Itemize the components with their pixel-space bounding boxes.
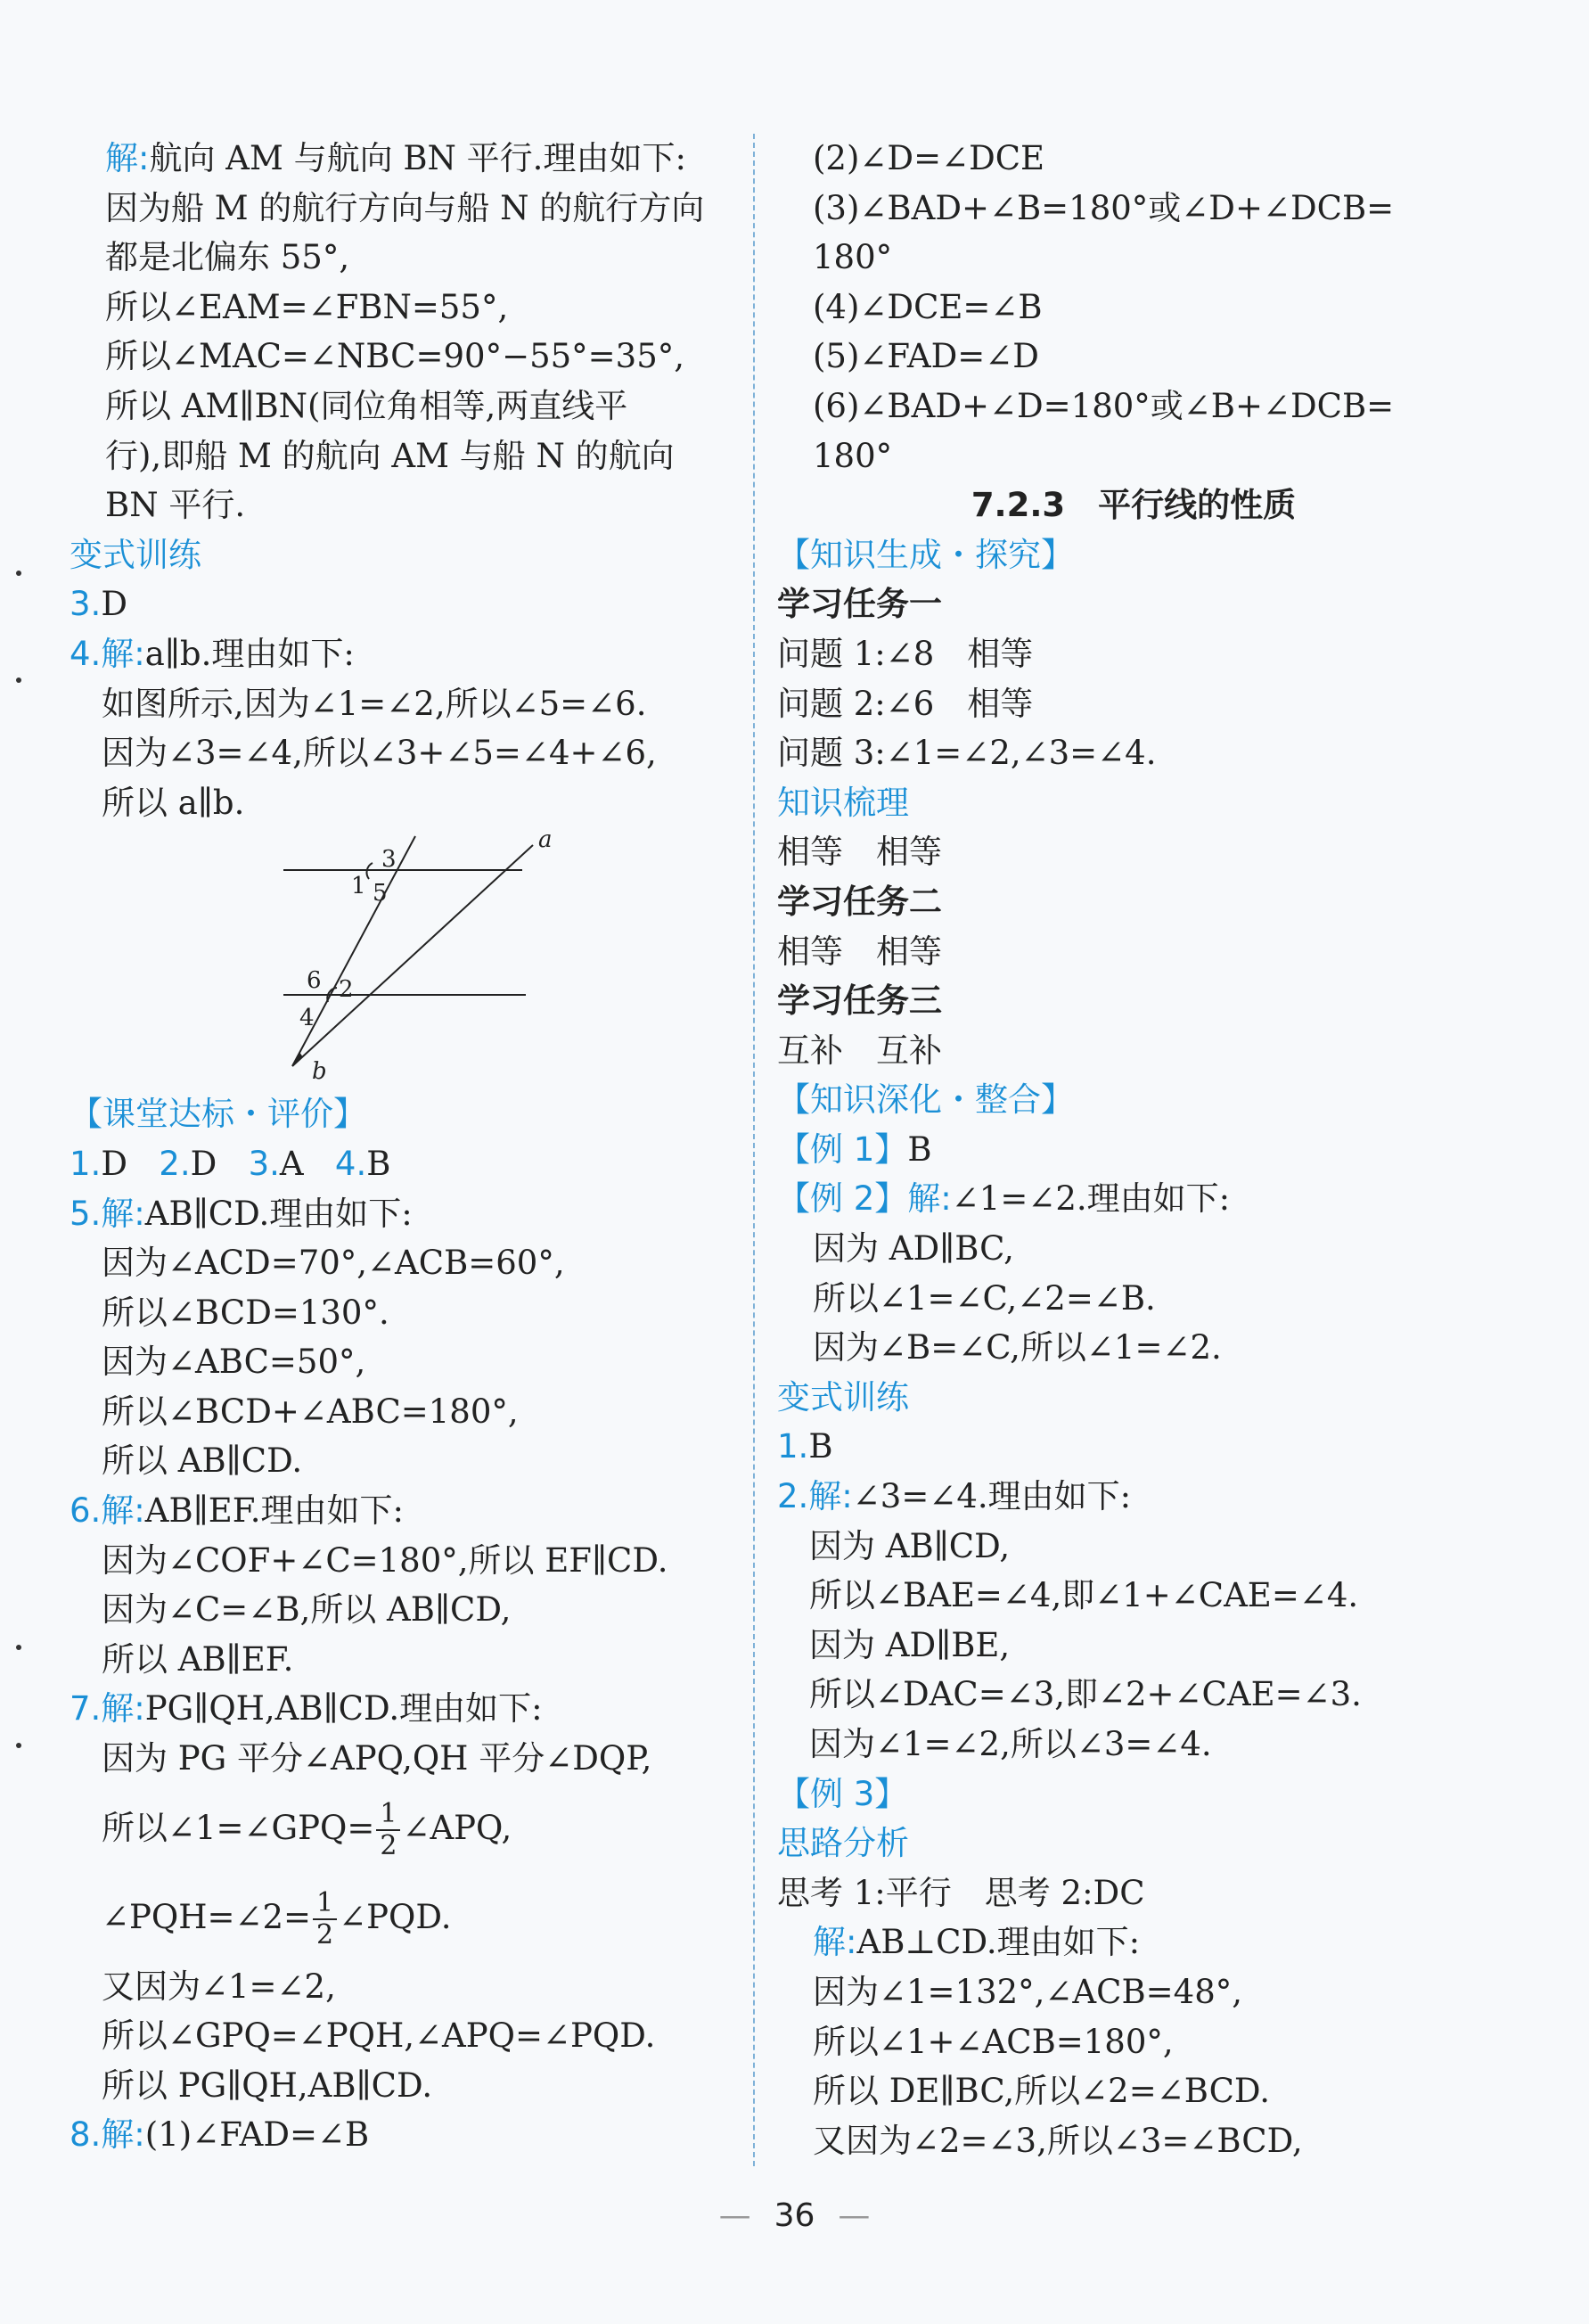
angle-label-6: 6 [307,967,322,995]
answer-line: (3)∠BAD+∠B=180°或∠D+∠DCB= [813,188,1395,227]
answer-line: 如图所示,因为∠1=∠2,所以∠5=∠6. [102,684,647,723]
left-column [70,134,729,2160]
section-heading: 知识梳理 [777,783,909,822]
margin-dot [16,571,21,576]
fraction: $\frac{1}{2}$ [376,1799,400,1861]
answer-line: 因为∠ABC=50°, [102,1343,366,1382]
answer-line: 180° [813,238,893,277]
answer-line: 7.解:PG∥QH,AB∥CD.理由如下: [70,1689,543,1729]
answer-line: BN 平行. [105,486,246,525]
answer-line: 所以∠MAC=∠NBC=90°−55°=35°, [105,337,684,376]
answer-line: 因为∠COF+∠C=180°,所以 EF∥CD. [102,1540,668,1580]
answer-line: 【例 2】解:∠1=∠2.理由如下: [777,1179,1231,1219]
angle-label-5: 5 [373,880,388,907]
dash-left: — [718,2197,751,2234]
answer-line: 所以 PG∥QH,AB∥CD. [102,2065,433,2105]
answer-line: 解:AB⊥CD.理由如下: [813,1923,1141,1962]
section-heading: 【课堂达标・评价】 [70,1095,366,1134]
answer-line: 所以 AB∥CD. [102,1441,303,1481]
fraction: $\frac{1}{2}$ [313,1888,337,1950]
section-heading: 思路分析 [777,1824,909,1863]
task-heading: 学习任务三 [777,981,942,1021]
answer-line: 180° [813,436,893,475]
section-heading: 变式训练 [70,535,201,574]
angle-label-4: 4 [299,1005,315,1032]
answer-line: 因为 AB∥CD, [809,1526,1011,1565]
right-column [777,134,1490,2165]
answer-line: 6.解:AB∥EF.理由如下: [70,1491,404,1531]
answer-line: 所以∠BAE=∠4,即∠1+∠CAE=∠4. [809,1576,1359,1615]
answer-line: 因为 AD∥BC, [813,1229,1014,1269]
dash-right: — [838,2197,871,2234]
section-title: 7.2.3 平行线的性质 [971,486,1297,525]
section-heading: 变式训练 [777,1377,909,1417]
answer-line: 问题 1:∠8 相等 [777,634,1034,673]
answer-line: 所以∠BCD=130°. [102,1293,389,1332]
answer-line: 3.D [70,585,127,624]
answer-line: 因为 AD∥BE, [809,1625,1011,1664]
answer-line: 因为∠1=132°,∠ACB=48°, [813,1972,1242,2011]
task-heading: 学习任务一 [777,585,942,624]
answer-line: 1.B [777,1427,833,1466]
section-heading: 【知识深化・整合】 [777,1080,1074,1120]
answer-line: 所以∠DAC=∠3,即∠2+∠CAE=∠3. [809,1675,1362,1714]
example-label: 【例 3】 [777,1774,908,1813]
answer-line: 1.D 2.D 3.A 4.B [70,1144,391,1183]
transversal-line [292,845,533,1066]
margin-dot [16,1743,21,1748]
answer-line: 所以∠BCD+∠ABC=180°, [102,1392,519,1431]
answer-line: 所以∠1+∠ACB=180°, [813,2022,1174,2061]
answer-line: 互补 互补 [777,1031,942,1070]
answer-line: 5.解:AB∥CD.理由如下: [70,1194,413,1233]
margin-dot [16,1645,21,1650]
parallel-lines-figure [70,827,729,1086]
answer-line: 又因为∠2=∠3,所以∠3=∠BCD, [813,2121,1303,2160]
answer-line: (6)∠BAD+∠D=180°或∠B+∠DCB= [813,386,1395,425]
angle-label-2: 2 [339,976,354,1004]
answer-line: 8.解:(1)∠FAD=∠B [70,2115,370,2155]
answer-line: 所以∠GPQ=∠PQH,∠APQ=∠PQD. [102,2016,656,2056]
answer-line: 所以 AB∥EF. [102,1639,294,1679]
margin-dot [16,677,21,683]
answer-line: 问题 3:∠1=∠2,∠3=∠4. [777,734,1157,773]
answer-line: (4)∠DCE=∠B [813,287,1043,326]
answer-line: 因为∠3=∠4,所以∠3+∠5=∠4+∠6, [102,734,657,773]
answer-line: 因为∠C=∠B,所以 AB∥CD, [102,1590,512,1630]
answer-line: 所以 AM∥BN(同位角相等,两直线平 [105,386,628,425]
label-a: a [538,827,553,854]
answer-line: 4.解:a∥b.理由如下: [70,634,355,673]
column-divider [753,134,755,2166]
fraction-line: 所以∠1=∠GPQ= $\frac{1}{2}$ ∠APQ, [102,1798,512,1862]
answer-line: 所以 DE∥BC,所以∠2=∠BCD. [813,2072,1270,2111]
page-number: — 36 — [718,2197,871,2234]
answer-line: 因为∠1=∠2,所以∠3=∠4. [809,1725,1212,1763]
answer-line: 因为 PG 平分∠APQ,QH 平分∠DQP, [102,1739,652,1778]
answer-line: 相等 相等 [777,833,942,872]
fraction-line: ∠PQH=∠2= $\frac{1}{2}$ ∠PQD. [102,1887,452,1951]
answer-line: 【例 1】B [777,1129,932,1169]
answer-line: 因为∠ACD=70°,∠ACB=60°, [102,1244,565,1283]
label-b: b [312,1058,327,1086]
arrow-tip [292,1052,303,1066]
answer-line: 行),即船 M 的航向 AM 与船 N 的航向 [105,436,675,475]
answer-line: 所以∠EAM=∠FBN=55°, [105,287,509,326]
answer-line: (2)∠D=∠DCE [813,139,1045,177]
answer-line: 都是北偏东 55°, [105,238,350,277]
answer-line: 2.解:∠3=∠4.理由如下: [777,1477,1132,1516]
answer-line: (5)∠FAD=∠D [813,337,1039,376]
task-heading: 学习任务二 [777,882,942,921]
angle-label-1: 1 [351,873,366,900]
angle-label-3: 3 [381,846,397,874]
answer-line: 因为船 M 的航行方向与船 N 的航行方向 [105,188,705,227]
answer-line: 因为∠B=∠C,所以∠1=∠2. [813,1328,1222,1367]
answer-line: 又因为∠1=∠2, [102,1967,336,2006]
answer-line: 思考 1:平行 思考 2:DC [777,1873,1145,1912]
answer-line: 所以 a∥b. [102,783,245,822]
answer-line: 相等 相等 [777,932,942,971]
answer-line: 所以∠1=∠C,∠2=∠B. [813,1278,1156,1318]
answer-line: 解:航向 AM 与航向 BN 平行.理由如下: [105,139,686,177]
section-heading: 【知识生成・探究】 [777,535,1074,574]
answer-line: 问题 2:∠6 相等 [777,684,1034,723]
